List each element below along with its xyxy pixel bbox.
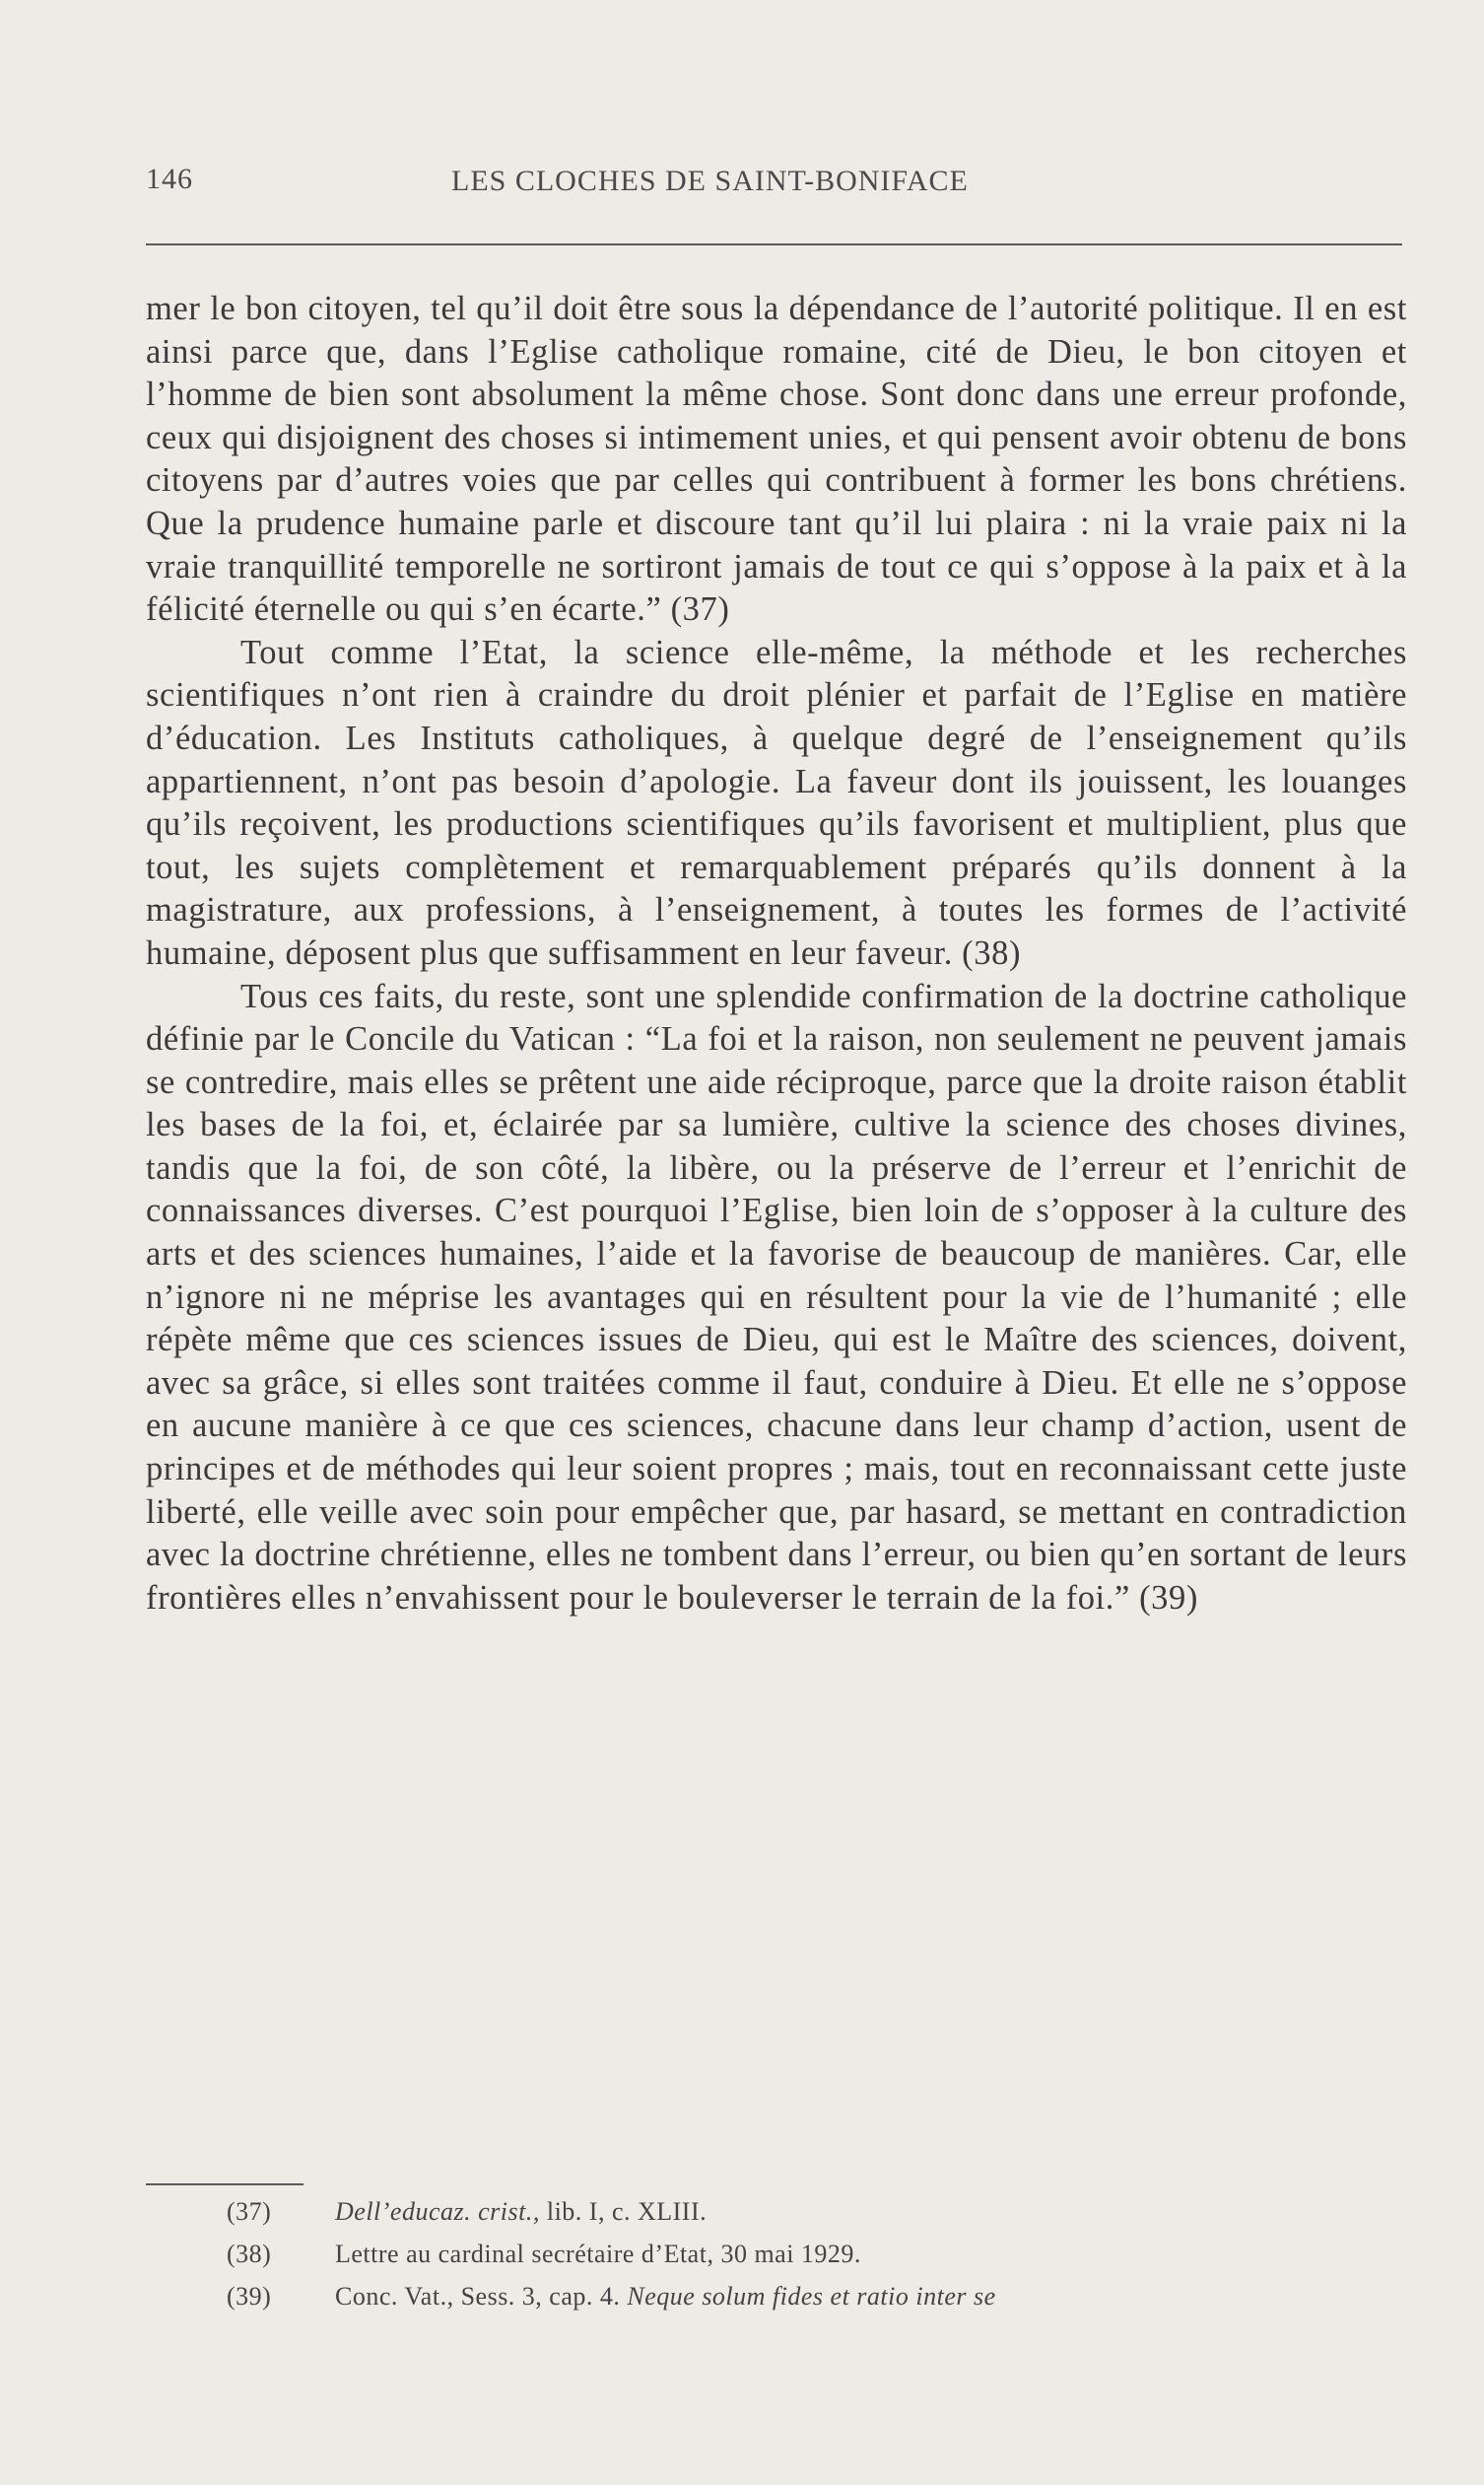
footnote-text: Lettre au cardinal secrétaire d’Etat, 30 mai 1929.	[335, 2240, 861, 2268]
footnote-title: Dell’educaz. crist.,	[335, 2197, 540, 2226]
footnote-number: (39)	[227, 2282, 272, 2311]
main-text	[146, 288, 1407, 1620]
footnote-text: Conc. Vat., Sess. 3, cap. 4.	[335, 2282, 628, 2311]
footnote-number: (38)	[227, 2240, 272, 2268]
paragraph-3: Tous ces faits, du reste, sont une splendide confirmation de la doctrine catholique définie par le Concile du Vatican : “La foi et la raison, non seulement ne peuvent jamais se contredire, mais elles se prêtent une aide réciproque, parce que la droite raison établit les bases de la foi, et, éclairée par sa lumière, cultive la science des choses divines, tandis que la foi, de son côté, la libère, ou la préserve de l’erreur et l’enrichit de connaissances diverses. C’est pourquoi l’Eglise, bien loin de s’opposer à la culture des arts et des sciences humaines, l’aide et la favorise de beaucoup de manières. Car, elle n’ignore ni ne méprise les avantages qui en résultent pour la vie de l’humanité ; elle répète même que ces sciences issues de Dieu, qui est le Maître des sciences, doivent, avec sa grâce, si elles sont traitées comme il faut, conduire à Dieu. Et elle ne s’oppose en aucune manière à ce que ces sciences, chacune dans leur champ d’action, usent de principes et de méthodes qui leur soient propres ; mais, tout en reconnaissant cette juste liberté, elle veille avec soin pour empêcher que, par hasard, se mettant en contradiction avec la doctrine chrétienne, elles ne tombent dans l’erreur, ou bien qu’en sortant de leurs frontières elles n’envahissent pour le bouleverser le terrain de la foi.” (39)	[146, 977, 1407, 1617]
paragraph-2: Tout comme l’Etat, la science elle-même, la méthode et les recherches scientifiques n’ont rien à craindre du droit plénier et parfait de l’Eglise en matière d’éducation. Les Instituts catholiques, à quelque degré de l’enseignement qu’ils appartiennent, n’ont pas besoin d’apologie. La faveur dont ils jouissent, les louanges qu’ils reçoivent, les productions scientifiques qu’ils favorisent et multiplient, plus que tout, les sujets complètement et remarquablement préparés qu’ils donnent à la magistrature, aux professions, à l’enseignement, à toutes les formes de l’activité humaine, déposent plus que suffisamment en leur faveur. (38)	[146, 633, 1407, 972]
footnote-rule	[146, 2183, 304, 2185]
footnote-latin-quote: Neque solum fides et ratio inter se	[627, 2282, 996, 2311]
page-number: 146	[146, 163, 193, 195]
page-header	[146, 163, 1402, 206]
footnote-39	[227, 2275, 1409, 2317]
footnote-38	[227, 2233, 1409, 2275]
running-title: LES CLOCHES DE SAINT-BONIFACE	[451, 165, 969, 197]
header-rule	[146, 243, 1402, 245]
footnote-37	[227, 2190, 1409, 2233]
footnote-text: lib. I, c. XLIII.	[539, 2197, 708, 2226]
paragraph-1: mer le bon citoyen, tel qu’il doit être sous la dépendance de l’autorité politique. Il en est ainsi parce que, dans l’Eglise catholique romaine, cité de Dieu, le bon citoyen et l’homme de bien sont absolument la même chose. Sont donc dans une erreur profonde, ceux qui disjoignent des choses si intimement unies, et qui pensent avoir obtenu de bons citoyens par d’autres voies que par celles qui contribuent à former les bons chrétiens. Que la prudence humaine parle et discoure tant qu’il lui plaira : ni la vraie paix ni la vraie tranquillité temporelle ne sortiront jamais de tout ce qui s’oppose à la paix et à la félicité éternelle ou qui s’en écarte.” (37)	[146, 290, 1407, 629]
footnote-number: (37)	[227, 2197, 272, 2226]
footnotes	[227, 2190, 1409, 2317]
